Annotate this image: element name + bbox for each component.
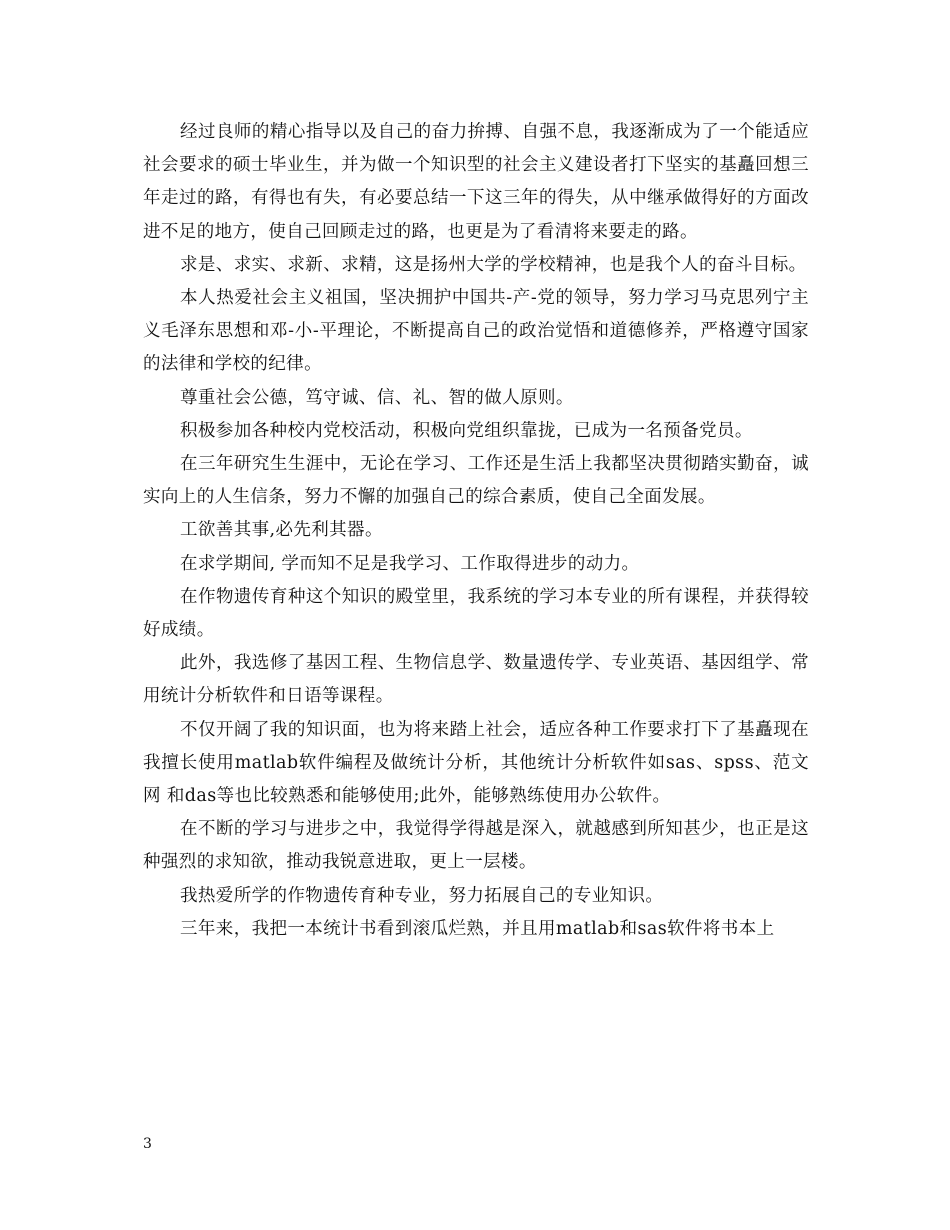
- paragraph: 三年来，我把一本统计书看到滚瓜烂熟，并且用matlab和sas软件将书本上: [180, 918, 775, 939]
- document-body: [143, 116, 809, 946]
- paragraph: 求是、求实、求新、求精，这是扬州大学的学校精神，也是我个人的奋斗目标。: [180, 254, 807, 275]
- paragraph: 本人热爱社会主义祖国，坚决拥护中国共-产-党的领导，努力学习马克思列宁主义毛泽东思想和邓-小-平理论，不断提高自己的政治觉悟和道德修养，严格遵守国家的法律和学校的纪律。: [143, 288, 809, 375]
- paragraph: 在作物遗传育种这个知识的殿堂里，我系统的学习本专业的所有课程，并获得较好成绩。: [143, 586, 809, 641]
- paragraph: 我热爱所学的作物遗传育种专业，努力拓展自己的专业知识。: [180, 885, 664, 906]
- paragraph: 经过良师的精心指导以及自己的奋力拚搏、自强不息，我逐渐成为了一个能适应社会要求的硕士毕业生，并为做一个知识型的社会主义建设者打下坚实的基矗回想三年走过的路，有得也有失，有必要总结一下这三年的得失，从中继承做得好的方面改进不足的地方，使自己回顾走过的路，也更是为了看清将来要走的路。: [143, 122, 809, 242]
- paragraph: 工欲善其事,必先利其器。: [180, 520, 383, 541]
- paragraph: 此外，我选修了基因工程、生物信息学、数量遗传学、专业英语、基因组学、常用统计分析软件和日语等课程。: [143, 653, 809, 707]
- paragraph: 在不断的学习与进步之中，我觉得学得越是深入，就越感到所知甚少，也正是这种强烈的求知欲，推动我锐意进取，更上一层楼。: [143, 819, 809, 873]
- paragraph: 尊重社会公德，笃守诚、信、礼、智的做人原则。: [180, 387, 574, 408]
- paragraph: 在三年研究生生涯中，无论在学习、工作还是生活上我都坚决贯彻踏实勤奋，诚实向上的人生信条，努力不懈的加强自己的综合素质，使自己全面发展。: [143, 454, 809, 508]
- paragraph: 不仅开阔了我的知识面，也为将来踏上社会，适应各种工作要求打下了基矗现在我擅长使用matlab软件编程及做统计分析，其他统计分析软件如sas、spss、范文网 和das等也比较熟悉和能够使用;此外，能够熟练使用办公软件。: [143, 719, 809, 807]
- page-number: 3: [143, 1136, 152, 1152]
- paragraph: 在求学期间, 学而知不足是我学习、工作取得进步的动力。: [180, 553, 640, 574]
- paragraph: 积极参加各种校内党校活动，积极向党组织靠拢，已成为一名预备党员。: [180, 420, 753, 441]
